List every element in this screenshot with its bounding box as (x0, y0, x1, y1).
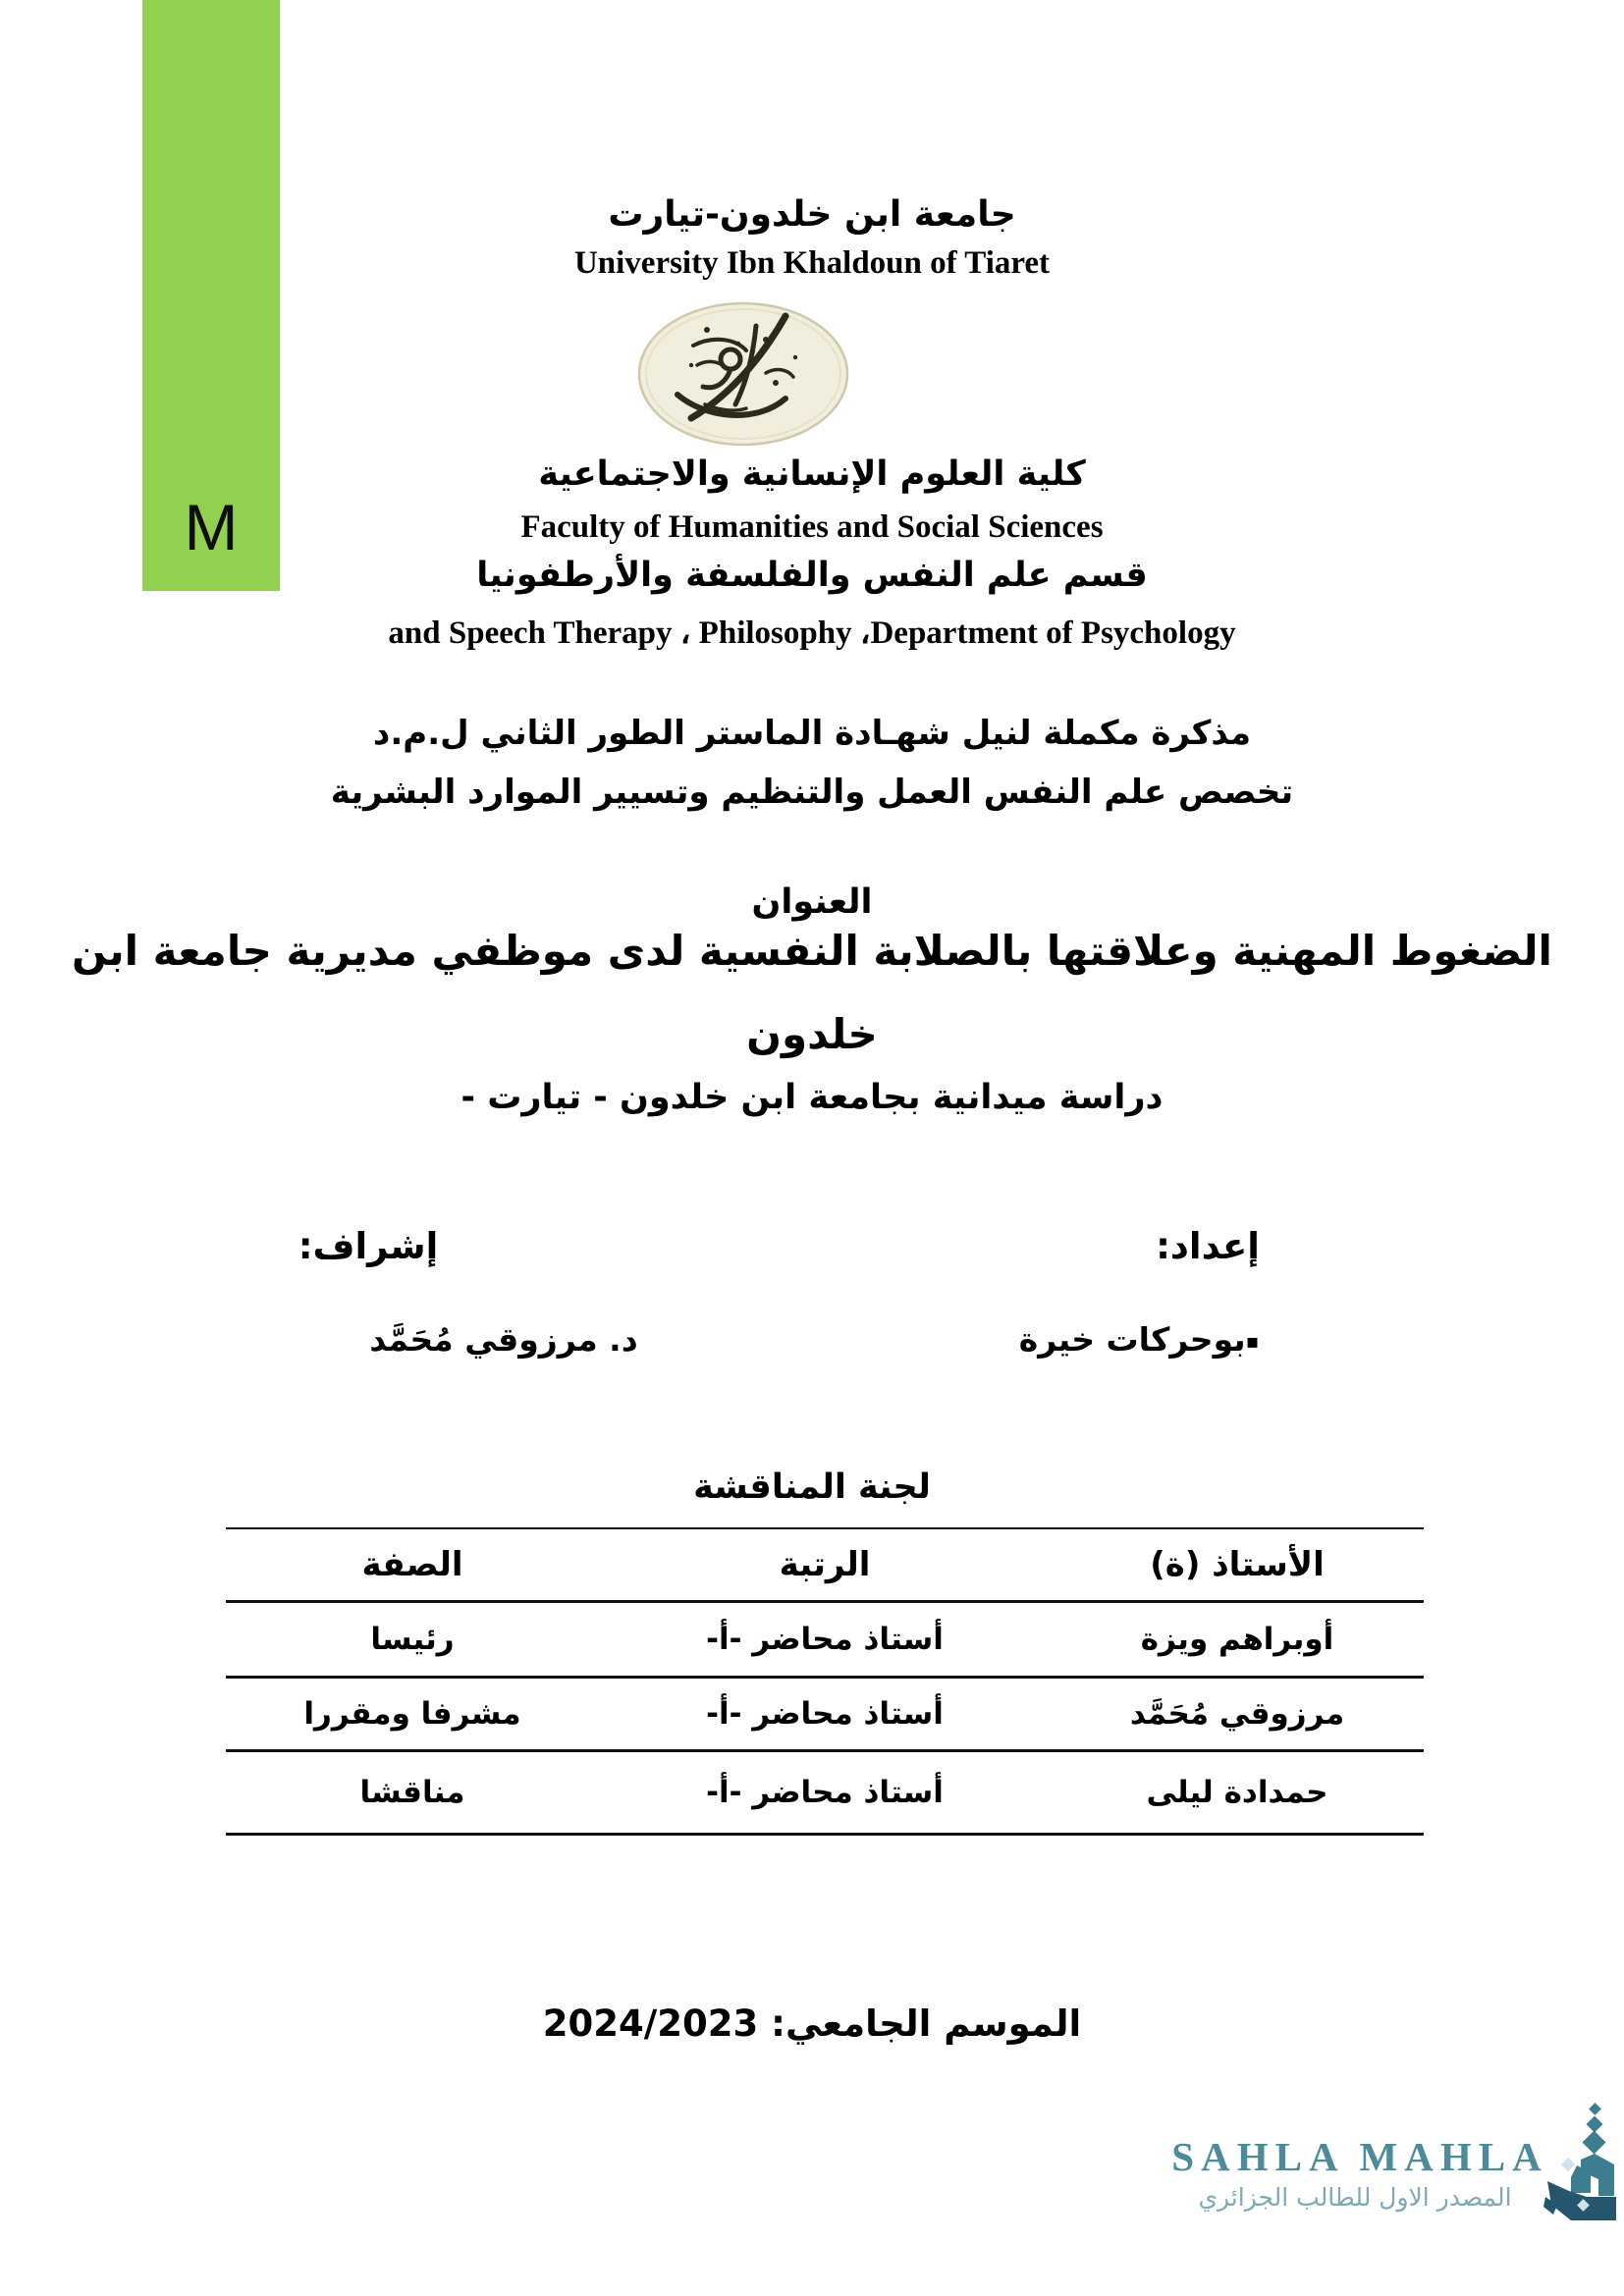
student-name: بوحركات خيرة (1018, 1320, 1246, 1359)
thesis-subtitle: دراسة ميدانية بجامعة ابن خلدون - تيارت - (460, 1078, 1164, 1117)
thesis-title-line-2: خلدون (746, 1010, 878, 1058)
committee-heading: لجنة المناقشة (693, 1468, 931, 1507)
faculty-name-arabic: كلية العلوم الإنسانية والاجتماعية (538, 454, 1086, 494)
professor-name-cell: حمدادة ليلى (1146, 1775, 1328, 1810)
table-row (226, 1602, 1424, 1678)
column-header-professor: الأستاذ (ة) (1150, 1545, 1325, 1584)
rank-cell: أستاذ محاضر -أ- (706, 1696, 944, 1732)
title-label: العنوان (751, 882, 873, 922)
table-row (226, 1751, 1424, 1835)
column-header-role: الصفة (361, 1545, 463, 1584)
prepared-by-label: إعداد: (1156, 1225, 1260, 1267)
university-name-english: University Ibn Khaldoun of Tiaret (573, 245, 1051, 281)
thesis-title-line-1: الضغوط المهنية وعلاقتها بالصلابة النفسية لدى موظفي مديرية جامعة ابن (72, 927, 1552, 975)
committee-header-row (226, 1528, 1424, 1602)
specialization-line: تخصص علم النفس العمل والتنظيم وتسيير الموارد البشرية (330, 773, 1294, 812)
column-header-rank: الرتبة (779, 1545, 871, 1584)
supervisor-name: د. مرزوقي مُحَمَّد (369, 1320, 638, 1359)
role-cell: رئيسا (370, 1622, 455, 1657)
sahla-mahla-brand-text: SAHLA MAHLA (1171, 2134, 1548, 2179)
bullet-square-icon: ▪ (1245, 1329, 1260, 1353)
committee-table (226, 1527, 1424, 1836)
department-name-english: and Speech Therapy ، Philosophy ،Department of Psychology (388, 615, 1236, 651)
sahla-mahla-tagline: المصدر الاول للطالب الجزائري (1198, 2183, 1512, 2212)
bookmark-letter: M (184, 491, 239, 563)
professor-name-cell: أوبراهم ويزة (1140, 1622, 1334, 1657)
table-row (226, 1678, 1424, 1751)
role-cell: مشرفا ومقررا (303, 1696, 521, 1732)
university-seal-icon (636, 300, 850, 448)
faculty-name-english: Faculty of Humanities and Social Sciences (520, 509, 1104, 545)
department-name-arabic: قسم علم النفس والفلسفة والأرطفونيا (476, 556, 1148, 595)
student-name-row (1019, 1320, 1259, 1359)
rank-cell: أستاذ محاضر -أ- (706, 1622, 944, 1657)
academic-year: الموسم الجامعي: 2024/2023 (542, 2002, 1082, 2045)
professor-name-cell: مرزوقي مُحَمَّد (1129, 1696, 1345, 1732)
supervisor-label: إشراف: (298, 1225, 439, 1267)
university-name-arabic: جامعة ابن خلدون-تيارت (608, 194, 1016, 235)
thesis-type-line: مذكرة مكملة لنيل شهـادة الماستر الطور الثاني ل.م.د (372, 714, 1252, 753)
rank-cell: أستاذ محاضر -أ- (706, 1775, 944, 1810)
role-cell: مناقشا (359, 1775, 465, 1810)
sahla-mahla-icon (1543, 2103, 1620, 2224)
